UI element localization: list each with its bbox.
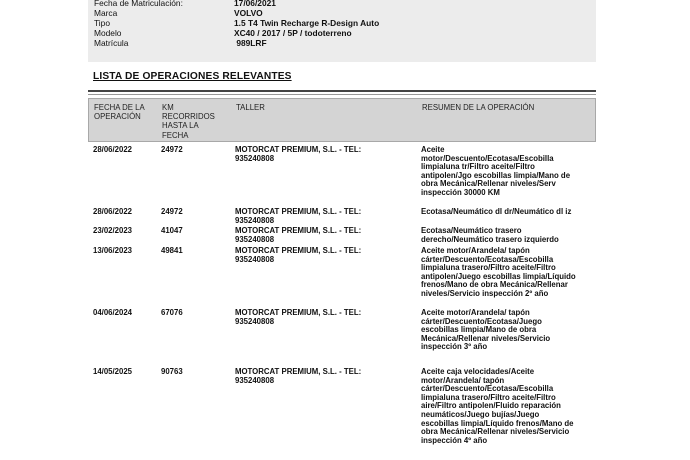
table-header: [88, 98, 596, 142]
row-date: 13/06/2023: [93, 246, 133, 255]
brand-value: VOLVO: [234, 8, 263, 18]
operations-list: [88, 142, 596, 460]
row-resumen: Aceite motor/Arandela/ tapón cárter/Descuento/Ecotasa/Escobilla limpialuna trasero/Filtro aceite/Filtro antipolen/Juego escobillas limpia/Líquido frenos/Mano de obra Mecánica/Rellenar niveles/Servicio inspección 2º año: [421, 246, 576, 298]
row-km: 90763: [161, 367, 183, 376]
row-taller: MOTORCAT PREMIUM, S.L. - TEL: 935240808: [235, 226, 362, 244]
row-date: 14/05/2025: [93, 367, 133, 376]
row-taller: MOTORCAT PREMIUM, S.L. - TEL: 935240808: [235, 207, 362, 225]
vehicle-info-box: [88, 0, 596, 62]
brand-label: Marca: [94, 8, 118, 18]
row-resumen: Ecotasa/Neumático dl dr/Neumático dl iz: [421, 207, 572, 216]
row-km: 41047: [161, 226, 183, 235]
model-value: XC40 / 2017 / 5P / todoterreno: [234, 28, 352, 38]
row-taller: MOTORCAT PREMIUM, S.L. - TEL: 935240808: [235, 367, 362, 385]
section-divider-thin: [88, 94, 596, 95]
row-date: 28/06/2022: [93, 145, 133, 154]
header-date: FECHA DE LA OPERACIÓN: [94, 103, 145, 122]
section-divider: [88, 90, 596, 92]
row-resumen: Aceite motor/Arandela/ tapón cárter/Descuento/Ecotasa/Juego escobillas limpia/Mano de obra Mecánica/Rellenar niveles/Servicio inspección 3º año: [421, 308, 551, 352]
row-km: 49841: [161, 246, 183, 255]
row-resumen: Ecotasa/Neumático trasero derecho/Neumático trasero izquierdo: [421, 226, 559, 244]
section-title: LISTA DE OPERACIONES RELEVANTES: [93, 71, 292, 82]
row-km: 24972: [161, 145, 183, 154]
row-date: 23/02/2023: [93, 226, 133, 235]
registration-date-label: Fecha de Matriculación:: [94, 0, 183, 8]
model-label: Modelo: [94, 28, 122, 38]
row-resumen: Aceite caja velocidades/Aceite motor/Arandela/ tapón cárter/Descuento/Ecotasa/Escobilla limpialuna trasero/Filtro aceite/Filtro aire/Filtro antipolen/Fluido reparación neumáticos/Juego bujías/Juego escobillas limpia/Líquido frenos/Mano de obra Mecánica/Rellenar niveles/Servicio inspección 4º año: [421, 367, 574, 445]
row-date: 04/06/2024: [93, 308, 133, 317]
row-km: 67076: [161, 308, 183, 317]
row-taller: MOTORCAT PREMIUM, S.L. - TEL: 935240808: [235, 145, 362, 163]
row-km: 24972: [161, 207, 183, 216]
header-km: KM RECORRIDOS HASTA LA FECHA: [162, 103, 215, 140]
registration-date-value: 17/06/2021: [234, 0, 276, 8]
row-date: 28/06/2022: [93, 207, 133, 216]
row-resumen: Aceite motor/Descuento/Ecotasa/Escobilla limpialuna tr/Filtro aceite/Filtro antipolen/Jgo escobillas limpia/Mano de obra Mecánica/Rellenar niveles/Serv inspección 30000 KM: [421, 145, 571, 197]
plate-label: Matrícula: [94, 38, 129, 48]
plate-value: 989LRF: [234, 38, 267, 48]
type-label: Tipo: [94, 18, 110, 28]
header-taller: TALLER: [236, 103, 265, 112]
header-resumen: RESUMEN DE LA OPERACIÓN: [422, 103, 535, 112]
row-taller: MOTORCAT PREMIUM, S.L. - TEL: 935240808: [235, 308, 362, 326]
type-value: 1.5 T4 Twin Recharge R-Design Auto: [234, 18, 380, 28]
row-taller: MOTORCAT PREMIUM, S.L. - TEL: 935240808: [235, 246, 362, 264]
